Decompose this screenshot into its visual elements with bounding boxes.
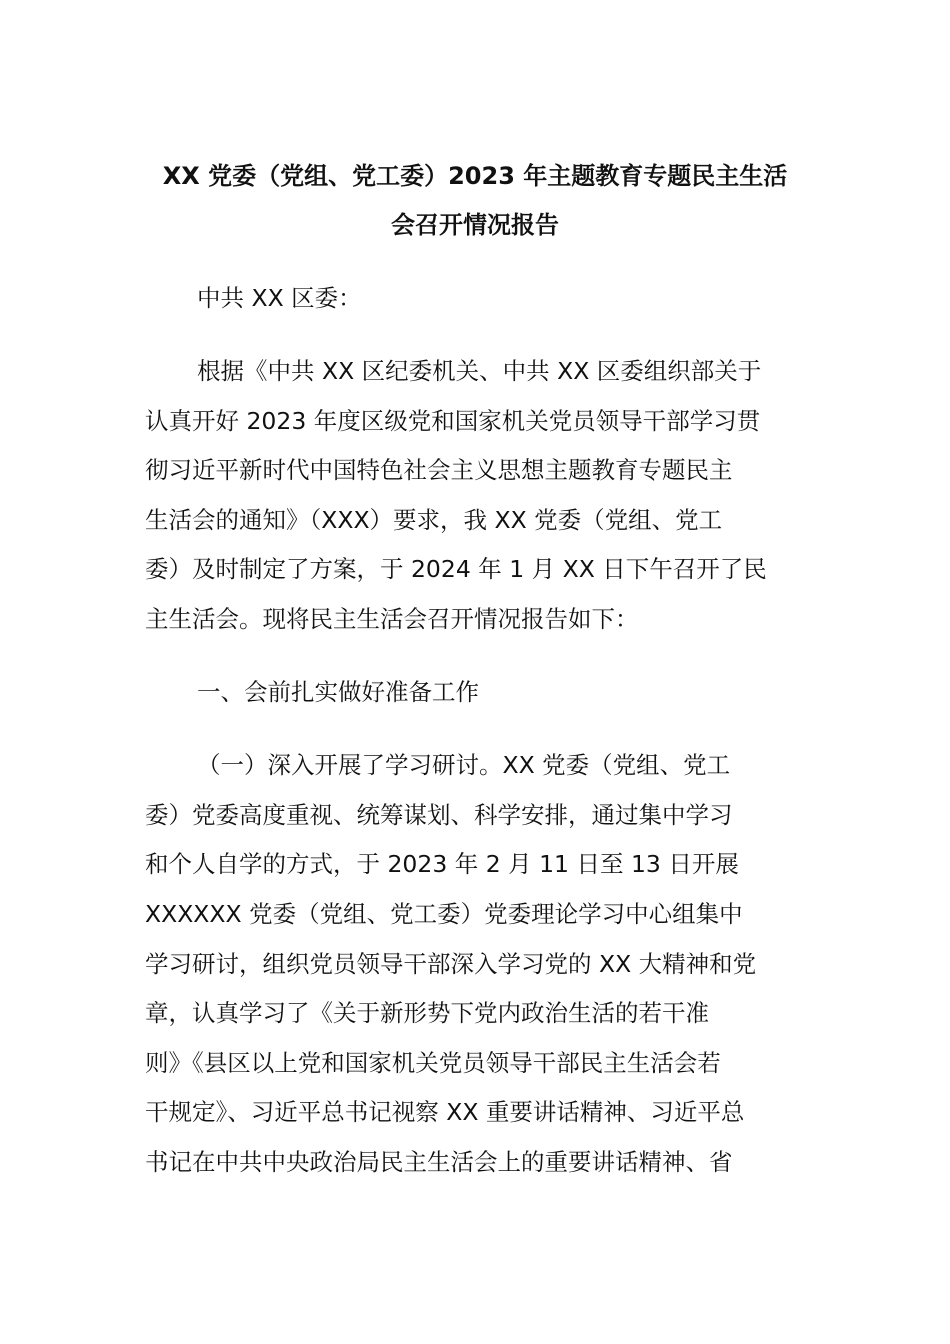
paragraph-1 <box>145 347 810 645</box>
document-title <box>140 152 810 250</box>
text-line: 彻习近平新时代中国特色社会主义思想主题教育专题民主 <box>145 456 733 485</box>
title-line: 会召开情况报告 <box>391 211 559 239</box>
title-line: XX 党委（党组、党工委）2023 年主题教育专题民主生活 <box>162 162 788 190</box>
salutation: 中共 XX 区委： <box>197 284 362 312</box>
text-line: 学习研讨，组织党员领导干部深入学习党的 XX 大精神和党 <box>145 949 757 978</box>
text-line: 委）党委高度重视、统筹谋划、科学安排，通过集中学习 <box>145 800 733 829</box>
text-line: 根据《中共 XX 区纪委机关、中共 XX 区委组织部关于 <box>197 357 762 386</box>
text-line: 干规定》、习近平总书记视察 XX 重要讲话精神、习近平总 <box>145 1098 745 1127</box>
document-body <box>145 274 810 1211</box>
section-heading: 一、会前扎实做好准备工作 <box>197 678 479 707</box>
text-line: 委）及时制定了方案，于 2024 年 1 月 XX 日下午召开了民 <box>145 555 767 584</box>
paragraph-2 <box>145 741 810 1187</box>
text-line: 生活会的通知》（XXX）要求，我 XX 党委（党组、党工 <box>145 505 723 534</box>
text-line: 则》《县区以上党和国家机关党员领导干部民主生活会若 <box>145 1048 721 1077</box>
text-line: 和个人自学的方式，于 2023 年 2 月 11 日至 13 日开展 <box>145 850 739 879</box>
text-line: 主生活会。现将民主生活会召开情况报告如下： <box>145 605 639 634</box>
text-line: 章，认真学习了《关于新形势下党内政治生活的若干准 <box>145 999 709 1028</box>
text-line: 认真开好 2023 年度区级党和国家机关党员领导干部学习贯 <box>145 406 761 435</box>
text-line: XXXXXX 党委（党组、党工委）党委理论学习中心组集中 <box>145 900 743 929</box>
text-line: 书记在中共中央政治局民主生活会上的重要讲话精神、省 <box>145 1148 733 1176</box>
text-line: （一）深入开展了学习研讨。XX 党委（党组、党工 <box>197 751 731 780</box>
